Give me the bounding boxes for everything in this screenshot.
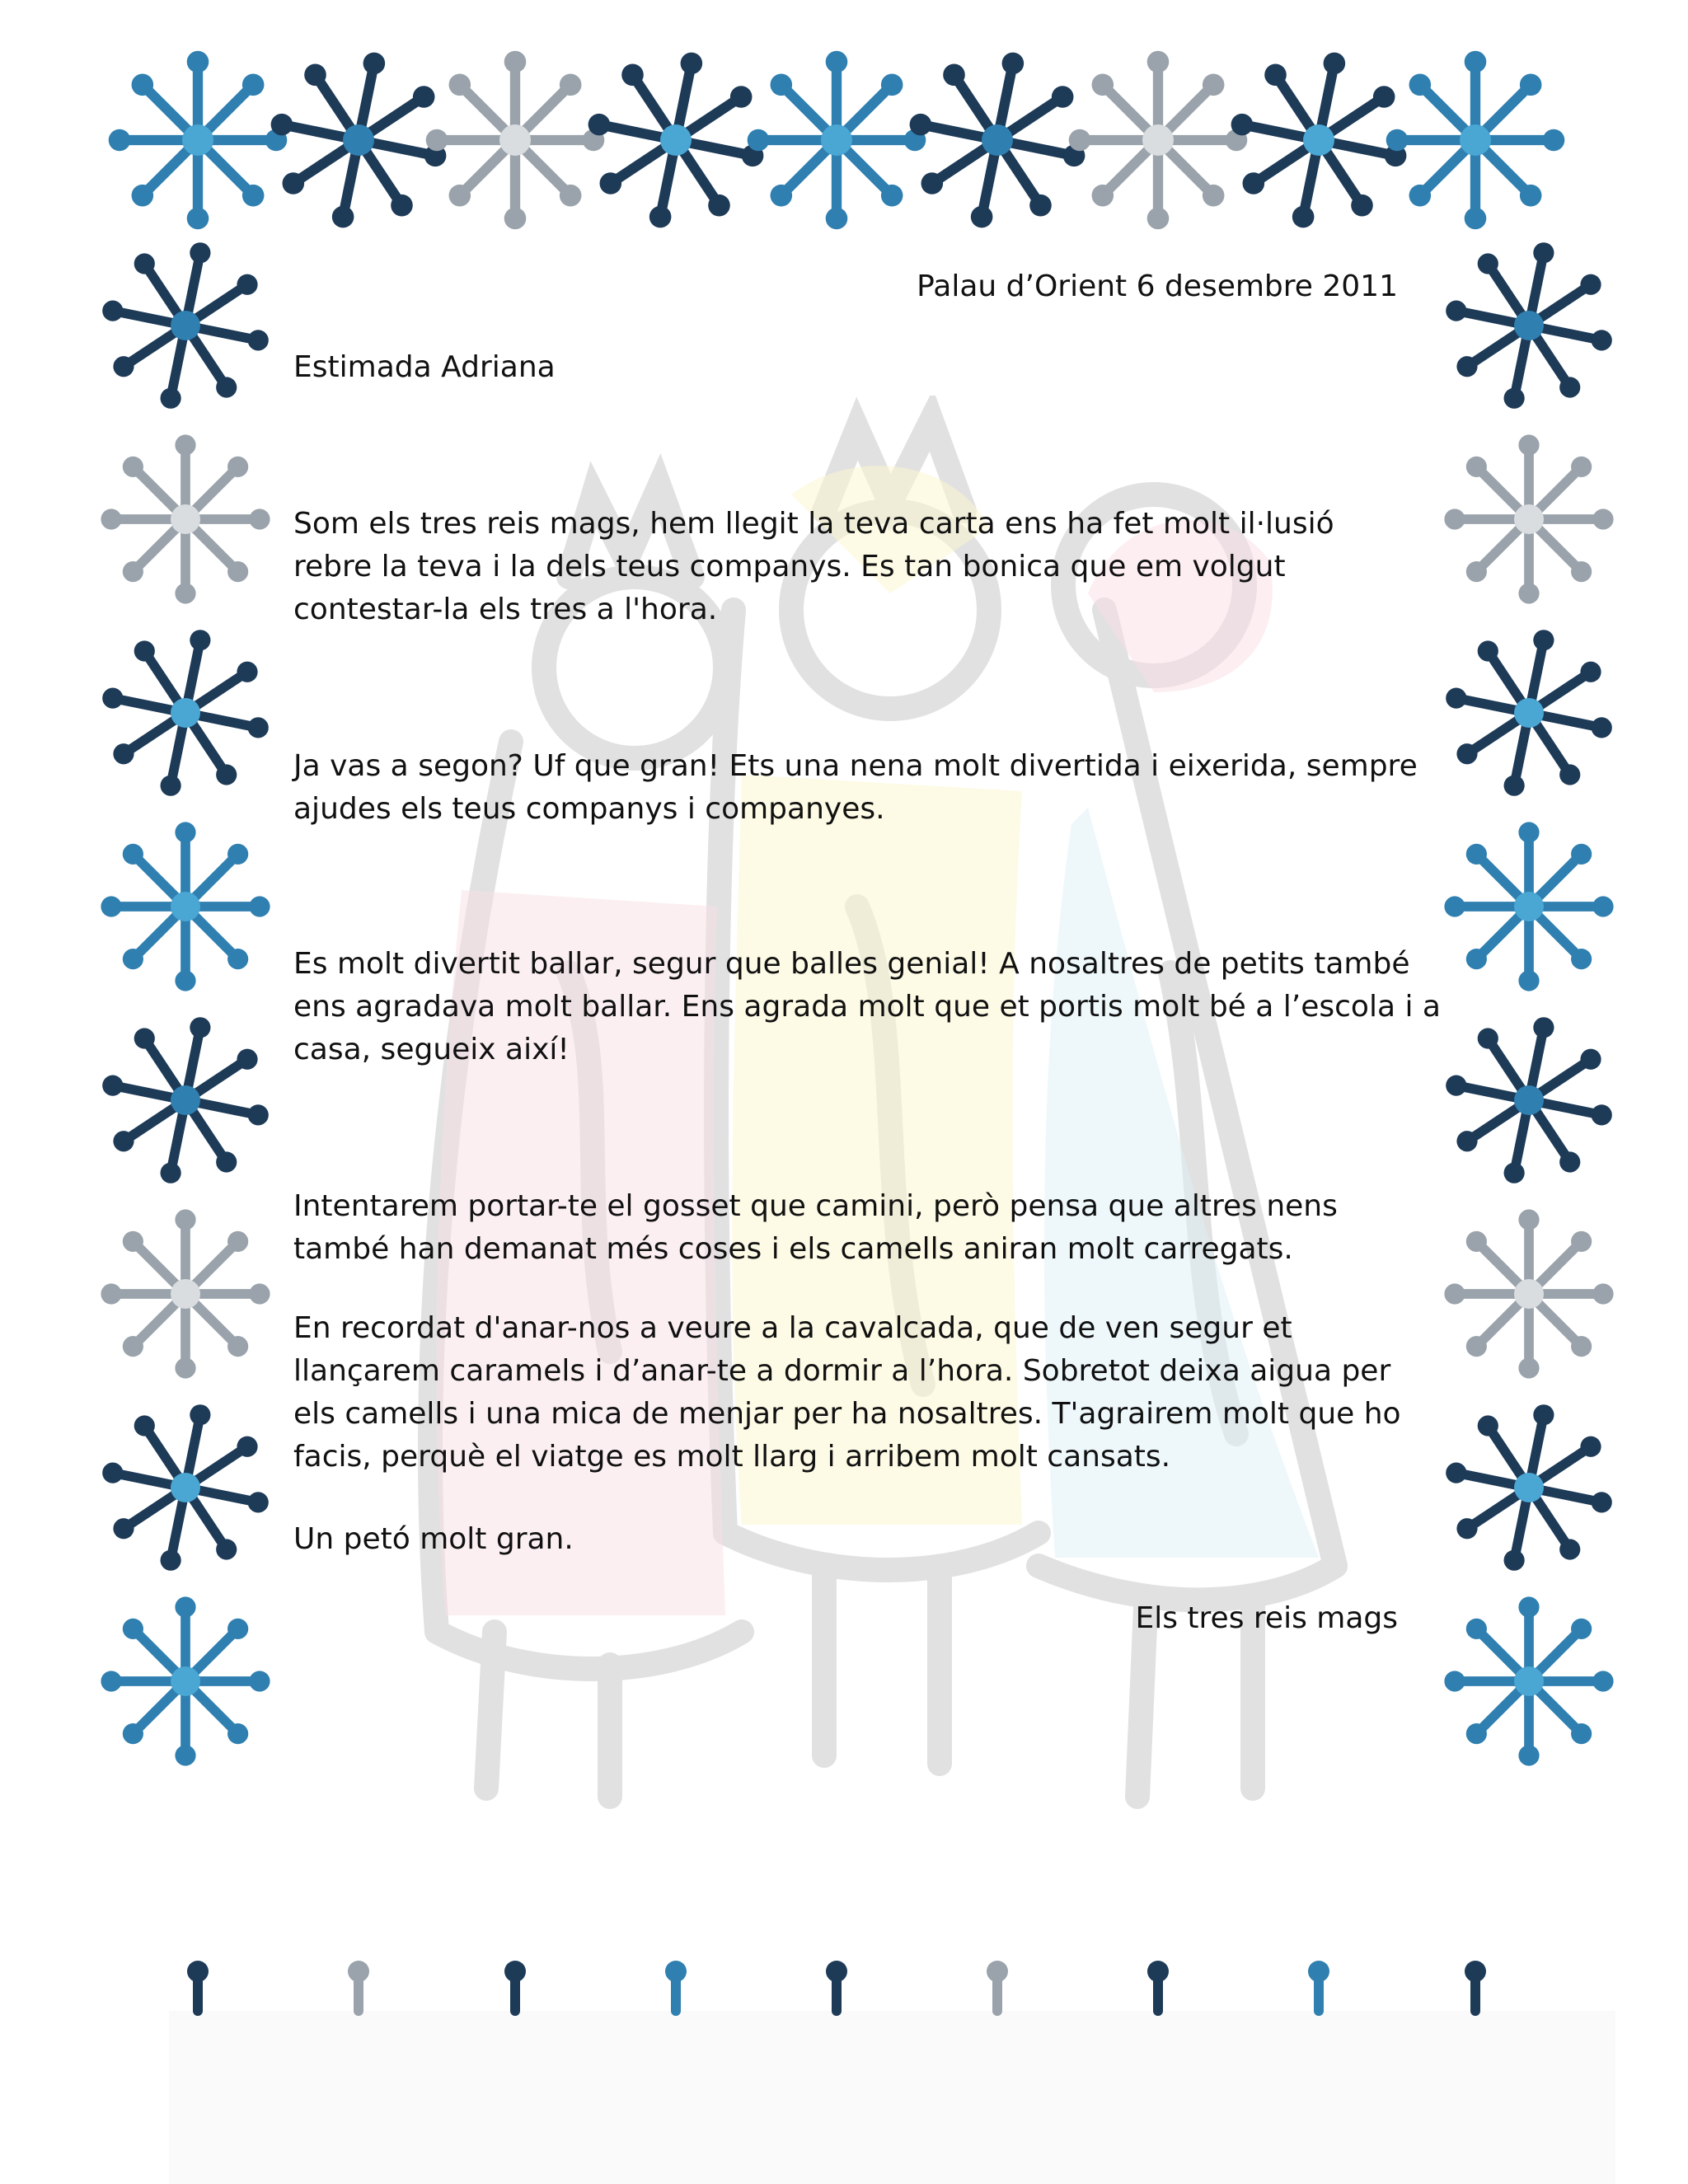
- snowflake-icon: [109, 51, 288, 230]
- paragraph-line: facis, perquè el viatge es molt llarg i arribem molt cansats.: [293, 1440, 1171, 1474]
- snowflake-icon: [1446, 630, 1612, 796]
- snowflake-tip-icon: [504, 1961, 526, 2011]
- snowflake-icon: [1446, 242, 1612, 409]
- snowflake-icon: [1231, 53, 1407, 228]
- place-date: Palau d’Orient 6 desembre 2011: [917, 269, 1398, 303]
- paragraph-line: també han demanat més coses i els camells aniran molt carregats.: [293, 1232, 1293, 1266]
- paragraph-1: [293, 503, 1414, 631]
- paragraph-2: [293, 745, 1418, 831]
- snowflake-tip-icon: [1308, 1961, 1329, 2011]
- snowflake-icon: [102, 1017, 269, 1183]
- paragraph-line: ajudes els teus companys i companyes.: [293, 792, 885, 826]
- snowflake-icon: [588, 53, 764, 228]
- snowflake-icon: [101, 434, 270, 603]
- snowflake-icon: [101, 1209, 270, 1378]
- paragraph-4: [293, 1185, 1414, 1271]
- paragraph-line: Ja vas a segon? Uf que gran! Ets una nena molt divertida i eixerida, sempre: [293, 749, 1418, 783]
- snowflake-tip-icon: [826, 1961, 847, 2011]
- snowflake-icon: [1444, 1209, 1613, 1378]
- snowflake-icon: [748, 51, 926, 230]
- snowflake-icon: [910, 53, 1085, 228]
- snowflake-icon: [101, 1596, 270, 1765]
- paragraph-line: els camells i una mica de menjar per ha nosaltres. T'agrairem molt que ho: [293, 1397, 1401, 1431]
- snowflake-icon: [271, 53, 447, 228]
- snowflake-tip-icon: [1147, 1961, 1169, 2011]
- snowflake-icon: [101, 822, 270, 991]
- snowflake-tip-icon: [987, 1961, 1008, 2011]
- snowflake-tip-icon: [1465, 1961, 1486, 2011]
- snowflake-tip-icon: [187, 1961, 209, 2011]
- snowflake-icon: [426, 51, 605, 230]
- paragraph-3: [293, 943, 1441, 1071]
- paragraph-line: ens agradava molt ballar. Ens agrada molt que et portis molt bé a l’escola i a: [293, 990, 1441, 1024]
- paragraph-line: rebre la teva i la dels teus companys. Es tan bonica que em volgut: [293, 550, 1286, 583]
- snowflake-icon: [1444, 822, 1613, 991]
- paragraph-line: llançarem caramels i d’anar-te a dormir a l’hora. Sobretot deixa aigua per: [293, 1354, 1391, 1388]
- greeting: Estimada Adriana: [293, 350, 556, 384]
- paragraph-line: casa, segueix així!: [293, 1033, 570, 1066]
- snowflake-icon: [1069, 51, 1248, 230]
- snowflake-icon: [1386, 51, 1565, 230]
- closing: Un petó molt gran.: [293, 1522, 574, 1556]
- paragraph-line: contestar-la els tres a l'hora.: [293, 593, 718, 626]
- snowflake-tip-icon: [665, 1961, 687, 2011]
- snowflake-icon: [1444, 434, 1613, 603]
- snowflake-icon: [102, 630, 269, 796]
- paragraph-line: En recordat d'anar-nos a veure a la cavalcada, que de ven segur et: [293, 1311, 1292, 1345]
- paragraph-line: Som els tres reis mags, hem llegit la teva carta ens ha fet molt il·lusió: [293, 507, 1334, 541]
- paragraph-line: Es molt divertit ballar, segur que balles genial! A nosaltres de petits també: [293, 947, 1410, 981]
- paragraph-5: [293, 1307, 1414, 1479]
- snowflake-icon: [1446, 1017, 1612, 1183]
- snowflake-icon: [102, 1404, 269, 1571]
- snowflake-icon: [1446, 1404, 1612, 1571]
- snowflake-icon: [1444, 1596, 1613, 1765]
- paragraph-line: Intentarem portar-te el gosset que camini, però pensa que altres nens: [293, 1189, 1338, 1223]
- snowflake-icon: [102, 242, 269, 409]
- snowflake-tip-icon: [348, 1961, 369, 2011]
- signature: Els tres reis mags: [1135, 1601, 1398, 1635]
